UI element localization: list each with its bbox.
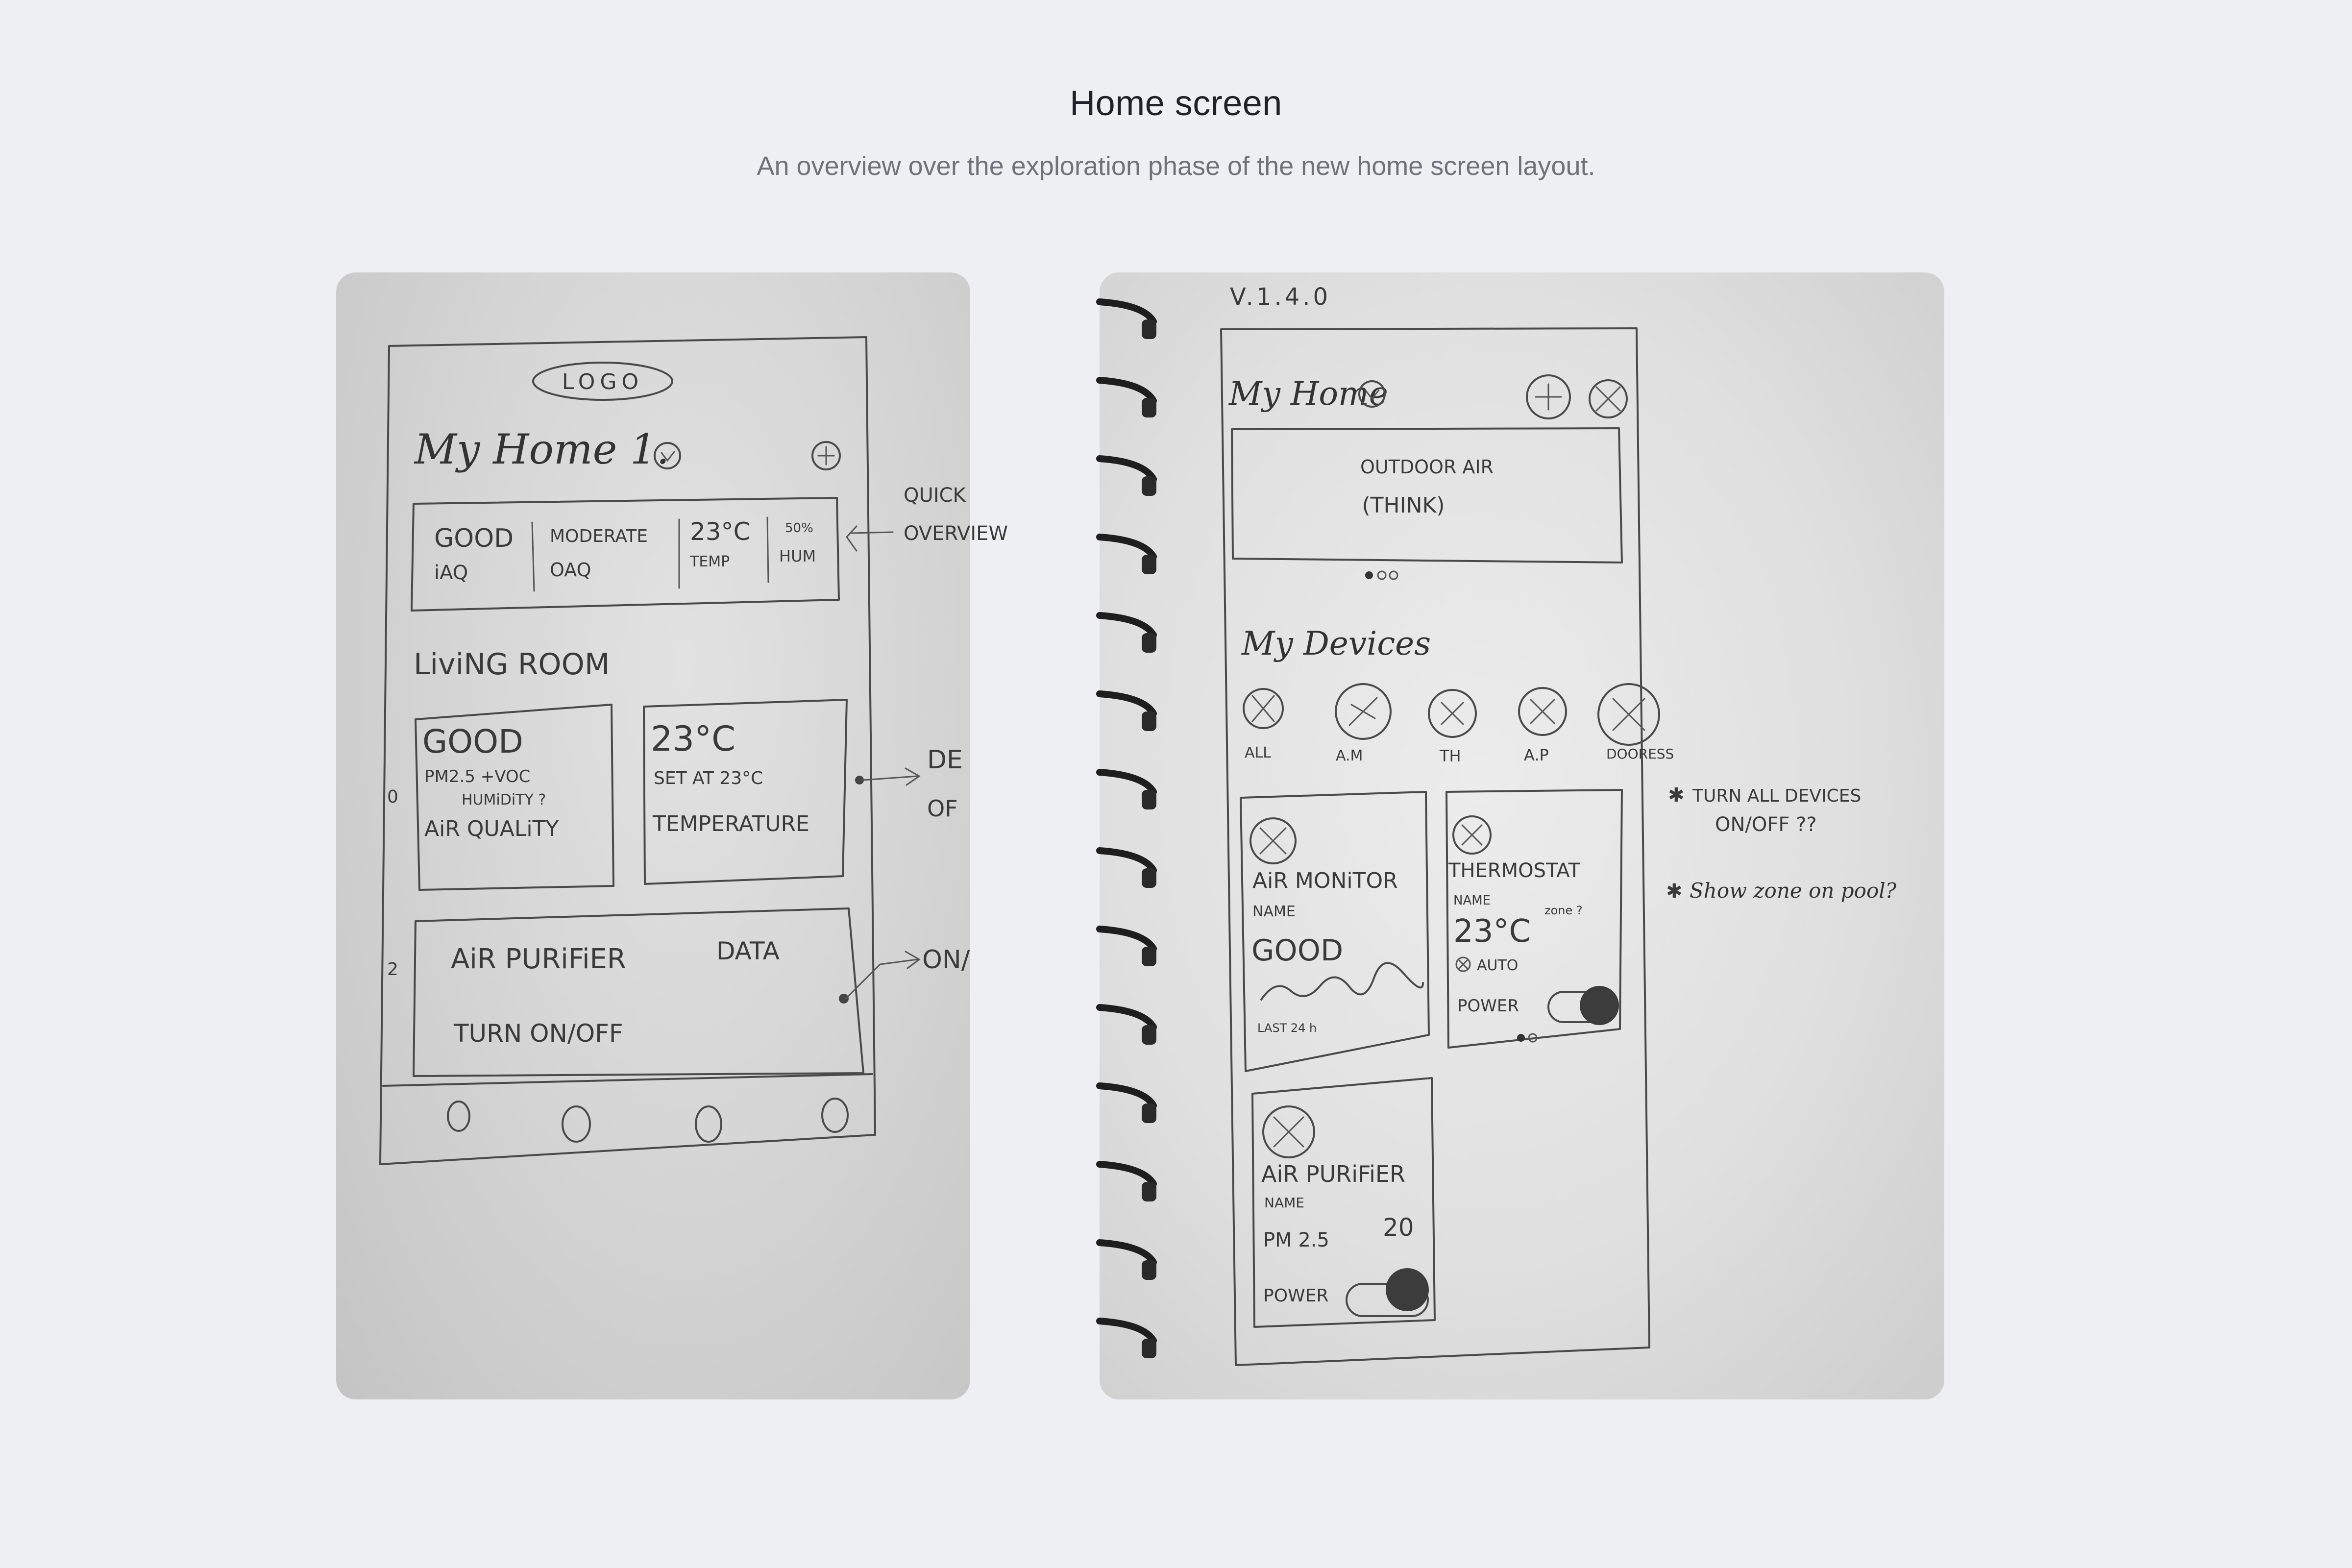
overview-temp-value: 23°C (690, 517, 751, 546)
thermostat-mode: AUTO (1477, 957, 1519, 974)
note1-line2: ON/OFF ?? (1715, 813, 1817, 836)
overview-oaq-label: OAQ (550, 559, 591, 581)
marker-2: 2 (387, 959, 398, 980)
air-purifier-title: AiR PURiFiER (1261, 1161, 1405, 1187)
air-monitor-title: AiR MONiTOR (1252, 868, 1398, 893)
devices-title: My Devices (1242, 625, 1431, 662)
sketch-photo-right (1100, 272, 1944, 1399)
page-subtitle: An overview over the exploration phase of the new home screen layout. (757, 151, 1595, 181)
note1-line1: TURN ALL DEVICES (1692, 786, 1862, 806)
air-card-label: AiR QUALiTY (424, 816, 559, 841)
air-purifier-power-toggle[interactable] (1347, 1268, 1429, 1316)
nav-tab-3 (696, 1106, 721, 1142)
nav-tab-4 (822, 1099, 848, 1132)
air-card-value: GOOD (422, 723, 523, 760)
thermostat-power-label: POWER (1457, 996, 1519, 1016)
purifier-card-title: AiR PURiFiER (451, 943, 626, 975)
air-purifier-power-label: POWER (1263, 1286, 1329, 1306)
air-card-line1: PM2.5 +VOC (424, 767, 531, 786)
annotation-arrow-overview (847, 526, 893, 551)
air-card-line2: HUMiDiTY ? (462, 791, 546, 808)
filter-other-label: DOORESS (1606, 746, 1674, 762)
temp-card-value: 23°C (651, 719, 735, 759)
outdoor-line2: (THINK) (1362, 493, 1445, 518)
purifier-card-action: TURN ON/OFF (454, 1019, 623, 1048)
device-filter-row (1244, 684, 1674, 765)
air-purifier-metric: PM 2.5 (1263, 1229, 1329, 1251)
note2: Show zone on pool? (1690, 879, 1897, 903)
overview-oaq-value: MODERATE (550, 526, 648, 546)
page-title: Home screen (1070, 84, 1282, 123)
filter-thermostat-label: TH (1440, 747, 1461, 765)
air-monitor-name: NAME (1252, 903, 1296, 920)
thermostat-title: THERMOSTAT (1448, 859, 1580, 882)
overview-hum-label: HUM (779, 547, 816, 565)
overview-temp-label: TEMP (690, 553, 730, 570)
overview-hum-value: 50% (785, 521, 813, 536)
notebook-spiral (1100, 302, 1156, 1358)
thermostat-zone: zone ? (1544, 904, 1583, 917)
thermostat-name: NAME (1453, 893, 1491, 908)
note-details-1: DE (927, 745, 963, 775)
thermostat-value: 23°C (1453, 913, 1531, 950)
overview-iaq-value: GOOD (434, 524, 514, 553)
air-purifier-metric-value: 20 (1383, 1213, 1414, 1242)
air-monitor-sparkline (1261, 963, 1423, 1000)
air-purifier-card (414, 908, 863, 1076)
note-onoff: ON/ (922, 945, 970, 975)
marker-1: 0 (387, 787, 398, 807)
annotation-dot-2 (839, 994, 849, 1004)
filter-all-label: ALL (1245, 744, 1271, 761)
air-purifier-name: NAME (1264, 1195, 1304, 1211)
nav-tab-2 (563, 1106, 590, 1142)
overview-iaq-label: iAQ (434, 562, 468, 584)
logo-text: LOGO (562, 369, 644, 394)
temp-card-label: TEMPERATURE (653, 811, 809, 836)
page-header (0, 83, 2352, 181)
filter-air-purifier-label: A.P (1524, 746, 1549, 764)
purifier-card-data: DATA (716, 937, 780, 965)
outdoor-line1: OUTDOOR AIR (1360, 456, 1494, 478)
carousel-dots (1365, 571, 1397, 579)
version-label: V.1.4.0 (1230, 283, 1331, 311)
note-overview: OVERVIEW (904, 522, 1008, 545)
air-monitor-footer: LAST 24 h (1257, 1021, 1317, 1035)
filter-air-monitor-label: A.M (1336, 747, 1363, 764)
home-title: My Home 1. (415, 425, 670, 473)
note-star-2: ✱ (1666, 880, 1683, 903)
overview-card (412, 498, 839, 611)
note-details-2: OF (927, 795, 958, 822)
temp-card-setpoint: SET AT 23°C (654, 768, 763, 788)
nav-tab-1 (448, 1102, 469, 1131)
home-title: My Home (1229, 375, 1388, 413)
sketch-photo-left (336, 272, 1008, 1399)
thermostat-power-toggle[interactable] (1548, 986, 1619, 1025)
room-title: LiviNG ROOM (414, 647, 610, 682)
note-turn-all: ✱ (1668, 784, 1685, 807)
note-quick: QUICK (904, 484, 966, 507)
air-monitor-value: GOOD (1251, 933, 1344, 968)
